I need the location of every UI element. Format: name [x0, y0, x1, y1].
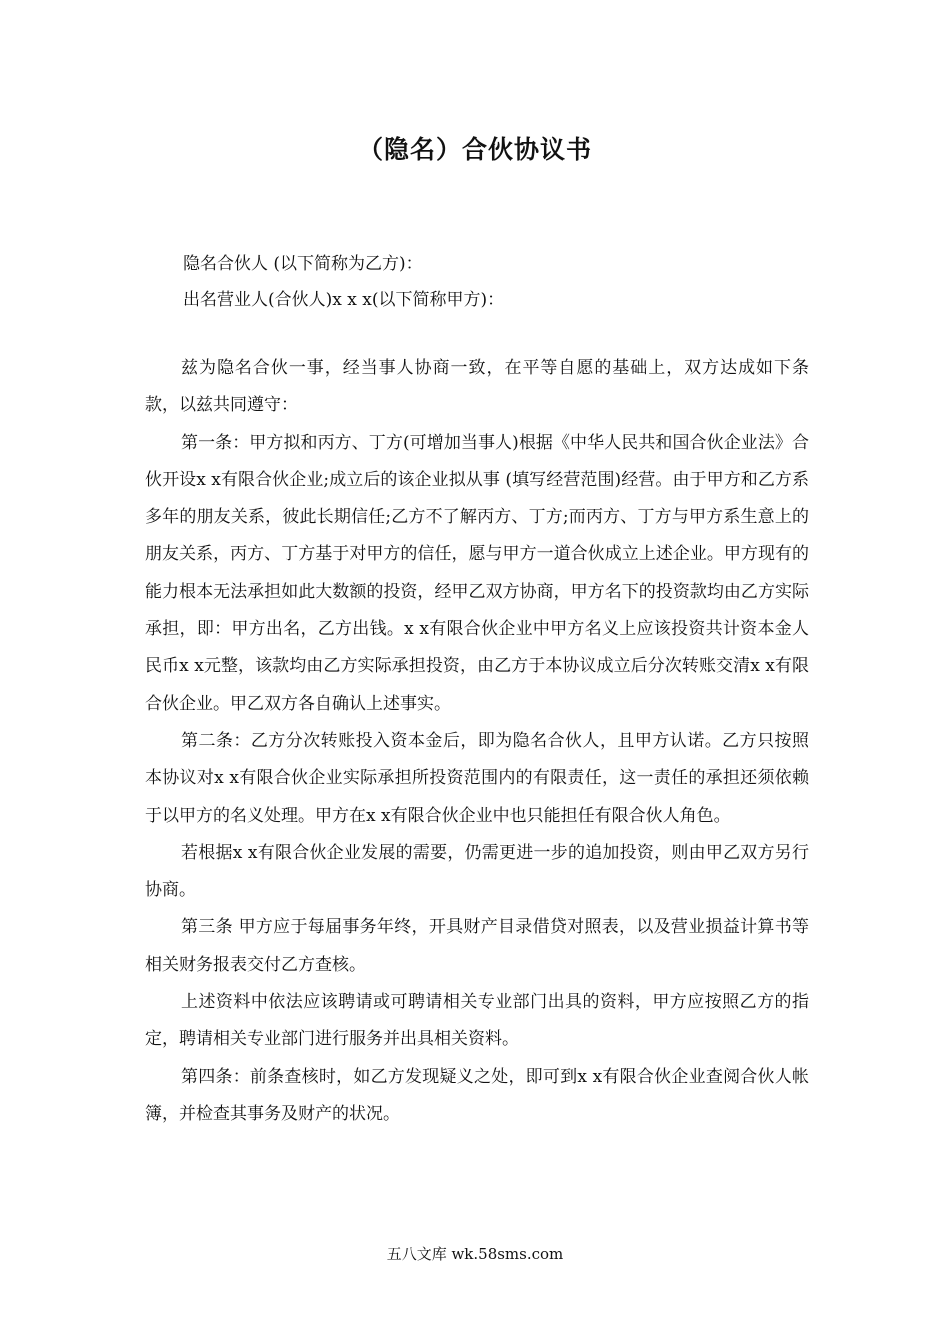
footer-watermark: 五八文库 wk.58sms.com [386, 1245, 564, 1263]
professional-services-paragraph: 上述资料中依法应该聘请或可聘请相关专业部门出具的资料，甲方应按照乙方的指定，聘请相关专业部门进行服务并出具相关资料。 [145, 992, 809, 1050]
agreement-body [145, 350, 809, 1133]
additional-investment-paragraph: 若根据x x有限合伙企业发展的需要，仍需更进一步的追加投资，则由甲乙双方另行协商。 [145, 842, 809, 901]
hidden-partner-line: 隐名合伙人 (以下简称为乙方)： [183, 254, 423, 274]
preamble-paragraph: 兹为隐名合伙一事，经当事人协商一致，在平等自愿的基础上，双方达成如下条款，以兹共同遵守： [145, 358, 809, 416]
article-3-paragraph: 第三条 甲方应于每届事务年终，开具财产目录借贷对照表，以及营业损益计算书等相关财务报表交付乙方查核。 [145, 917, 809, 975]
article-4-paragraph: 第四条：前条查核时，如乙方发现疑义之处，即可到x x有限合伙企业查阅合伙人帐簿，并检查其事务及财产的状况。 [145, 1066, 809, 1124]
document-title: （隐名）合伙协议书 [357, 135, 592, 164]
article-2-paragraph: 第二条：乙方分次转账投入资本金后，即为隐名合伙人，且甲方认诺。乙方只按照本协议对x x有限合伙企业实际承担所投资范围内的有限责任，这一责任的承担还须依赖于以甲方的名义处理。甲方在x x有限合伙企业中也只能担任有限合伙人角色。 [145, 730, 809, 826]
named-partner-line: 出名营业人(合伙人)x x x(以下简称甲方)： [183, 290, 505, 310]
article-1-paragraph: 第一条：甲方拟和丙方、丁方(可增加当事人)根据《中华人民共和国合伙企业法》合伙开设x x有限合伙企业;成立后的该企业拟从事 (填写经营范围)经营。由于甲方和乙方系多年的朋友关系，彼此长期信任;乙方不了解丙方、丁方;而丙方、丁方与甲方系生意上的朋友关系，丙方、丁方基于对甲方的信任，愿与甲方一道合伙成立上述企业。甲方现有的能力根本无法承担如此大数额的投资，经甲乙双方协商，甲方名下的投资款均由乙方实际承担，即：甲方出名，乙方出钱。x x有限合伙企业中甲方名义上应该投资共计资本金人民币x x元整，该款均由乙方实际承担投资，由乙方于本协议成立后分次转账交清x x有限合伙企业。甲乙双方各自确认上述事实。 [145, 432, 809, 714]
